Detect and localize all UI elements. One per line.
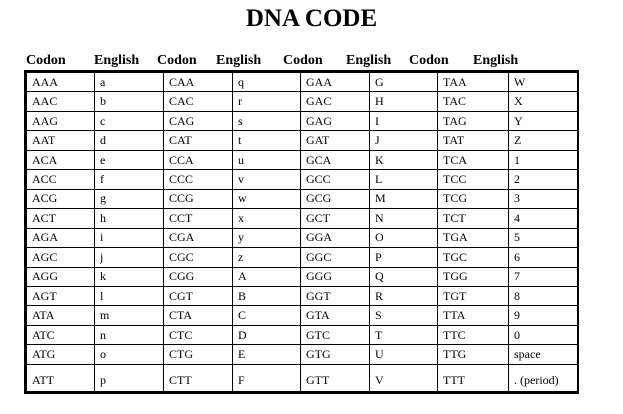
english-cell: Y bbox=[509, 111, 578, 130]
codon-cell: CAG bbox=[164, 111, 233, 130]
english-cell: U bbox=[370, 345, 438, 364]
table-row bbox=[27, 150, 578, 169]
english-cell: j bbox=[95, 248, 164, 267]
english-cell: W bbox=[509, 73, 578, 92]
english-cell: d bbox=[95, 131, 164, 150]
english-cell: N bbox=[370, 209, 438, 228]
codon-cell: ATC bbox=[27, 325, 95, 344]
codon-cell: ATT bbox=[27, 364, 95, 391]
english-cell: M bbox=[370, 189, 438, 208]
codon-cell: GCT bbox=[301, 209, 370, 228]
english-cell: 7 bbox=[509, 267, 578, 286]
codon-cell: TCT bbox=[438, 209, 509, 228]
page-title: DNA CODE bbox=[245, 5, 378, 32]
codon-cell: ACT bbox=[27, 209, 95, 228]
codon-cell: AAC bbox=[27, 92, 95, 111]
header-codon-1: Codon bbox=[26, 53, 66, 68]
table-row bbox=[27, 267, 578, 286]
header-english-2: English bbox=[216, 53, 262, 68]
codon-cell: CAT bbox=[164, 131, 233, 150]
codon-cell: CGG bbox=[164, 267, 233, 286]
english-cell: w bbox=[233, 189, 301, 208]
codon-cell: AGC bbox=[27, 248, 95, 267]
codon-cell: GCA bbox=[301, 150, 370, 169]
codon-cell: TGG bbox=[438, 267, 509, 286]
codon-cell: AGG bbox=[27, 267, 95, 286]
english-cell: v bbox=[233, 170, 301, 189]
table-row bbox=[27, 325, 578, 344]
header-english-4: English bbox=[473, 53, 519, 68]
codon-cell: CTC bbox=[164, 325, 233, 344]
table-row bbox=[27, 364, 578, 391]
english-cell: J bbox=[370, 131, 438, 150]
english-cell: 0 bbox=[509, 325, 578, 344]
english-cell: H bbox=[370, 92, 438, 111]
english-cell: A bbox=[233, 267, 301, 286]
codon-cell: TCC bbox=[438, 170, 509, 189]
english-cell: b bbox=[95, 92, 164, 111]
codon-cell: TGT bbox=[438, 286, 509, 305]
english-cell: B bbox=[233, 286, 301, 305]
english-cell: R bbox=[370, 286, 438, 305]
codon-cell: CCT bbox=[164, 209, 233, 228]
english-cell: h bbox=[95, 209, 164, 228]
codon-cell: CCC bbox=[164, 170, 233, 189]
english-cell: 5 bbox=[509, 228, 578, 247]
codon-cell: GAC bbox=[301, 92, 370, 111]
english-cell: i bbox=[95, 228, 164, 247]
english-cell: C bbox=[233, 306, 301, 325]
english-cell: . (period) bbox=[509, 364, 578, 391]
table-row bbox=[27, 131, 578, 150]
english-cell: y bbox=[233, 228, 301, 247]
codon-cell: TTG bbox=[438, 345, 509, 364]
header-codon-4: Codon bbox=[409, 53, 449, 68]
codon-cell: CTT bbox=[164, 364, 233, 391]
codon-cell: GAT bbox=[301, 131, 370, 150]
english-cell: V bbox=[370, 364, 438, 391]
english-cell: P bbox=[370, 248, 438, 267]
codon-cell: ATG bbox=[27, 345, 95, 364]
english-cell: a bbox=[95, 73, 164, 92]
table-row bbox=[27, 111, 578, 130]
codon-cell: GTT bbox=[301, 364, 370, 391]
english-cell: o bbox=[95, 345, 164, 364]
english-cell: e bbox=[95, 150, 164, 169]
english-cell: O bbox=[370, 228, 438, 247]
english-cell: u bbox=[233, 150, 301, 169]
codon-cell: GCC bbox=[301, 170, 370, 189]
header-codon-3: Codon bbox=[283, 53, 323, 68]
codon-cell: GTA bbox=[301, 306, 370, 325]
header-english-3: English bbox=[346, 53, 392, 68]
english-cell: r bbox=[233, 92, 301, 111]
english-cell: X bbox=[509, 92, 578, 111]
english-cell: g bbox=[95, 189, 164, 208]
codon-cell: GGA bbox=[301, 228, 370, 247]
codon-cell: AAT bbox=[27, 131, 95, 150]
english-cell: G bbox=[370, 73, 438, 92]
table-row bbox=[27, 286, 578, 305]
codon-cell: TTA bbox=[438, 306, 509, 325]
table-row bbox=[27, 189, 578, 208]
english-cell: p bbox=[95, 364, 164, 391]
codon-cell: TGA bbox=[438, 228, 509, 247]
english-cell: K bbox=[370, 150, 438, 169]
codon-cell: AAA bbox=[27, 73, 95, 92]
english-cell: 1 bbox=[509, 150, 578, 169]
table-row bbox=[27, 248, 578, 267]
english-cell: 2 bbox=[509, 170, 578, 189]
english-cell: D bbox=[233, 325, 301, 344]
codon-cell: TCA bbox=[438, 150, 509, 169]
english-cell: x bbox=[233, 209, 301, 228]
codon-cell: ACC bbox=[27, 170, 95, 189]
english-cell: Z bbox=[509, 131, 578, 150]
table-row bbox=[27, 306, 578, 325]
codon-table bbox=[26, 72, 578, 392]
codon-cell: ACA bbox=[27, 150, 95, 169]
codon-cell: GAG bbox=[301, 111, 370, 130]
english-cell: 6 bbox=[509, 248, 578, 267]
codon-cell: TGC bbox=[438, 248, 509, 267]
english-cell: c bbox=[95, 111, 164, 130]
codon-cell: GGC bbox=[301, 248, 370, 267]
codon-cell: GTG bbox=[301, 345, 370, 364]
english-cell: z bbox=[233, 248, 301, 267]
codon-cell: CCG bbox=[164, 189, 233, 208]
codon-cell: CAC bbox=[164, 92, 233, 111]
codon-cell: CAA bbox=[164, 73, 233, 92]
codon-cell: CGT bbox=[164, 286, 233, 305]
codon-cell: TCG bbox=[438, 189, 509, 208]
codon-cell: CTA bbox=[164, 306, 233, 325]
english-cell: s bbox=[233, 111, 301, 130]
english-cell: q bbox=[233, 73, 301, 92]
english-cell: I bbox=[370, 111, 438, 130]
codon-cell: CGC bbox=[164, 248, 233, 267]
table-row bbox=[27, 228, 578, 247]
codon-cell: TAA bbox=[438, 73, 509, 92]
codon-cell: GGT bbox=[301, 286, 370, 305]
table-row bbox=[27, 92, 578, 111]
english-cell: n bbox=[95, 325, 164, 344]
codon-cell: CCA bbox=[164, 150, 233, 169]
codon-cell: TAC bbox=[438, 92, 509, 111]
codon-cell: AGA bbox=[27, 228, 95, 247]
english-cell: k bbox=[95, 267, 164, 286]
codon-cell: TTC bbox=[438, 325, 509, 344]
header-codon-2: Codon bbox=[157, 53, 197, 68]
english-cell: E bbox=[233, 345, 301, 364]
table-row bbox=[27, 170, 578, 189]
codon-cell: AGT bbox=[27, 286, 95, 305]
english-cell: L bbox=[370, 170, 438, 189]
codon-cell: CTG bbox=[164, 345, 233, 364]
table-row bbox=[27, 73, 578, 92]
header-english-1: English bbox=[94, 53, 140, 68]
english-cell: 4 bbox=[509, 209, 578, 228]
codon-cell: GAA bbox=[301, 73, 370, 92]
codon-cell: ATA bbox=[27, 306, 95, 325]
table-row bbox=[27, 345, 578, 364]
english-cell: l bbox=[95, 286, 164, 305]
english-cell: S bbox=[370, 306, 438, 325]
codon-cell: AAG bbox=[27, 111, 95, 130]
english-cell: Q bbox=[370, 267, 438, 286]
codon-cell: TAG bbox=[438, 111, 509, 130]
codon-cell: CGA bbox=[164, 228, 233, 247]
english-cell: space bbox=[509, 345, 578, 364]
english-cell: T bbox=[370, 325, 438, 344]
english-cell: t bbox=[233, 131, 301, 150]
english-cell: m bbox=[95, 306, 164, 325]
english-cell: 8 bbox=[509, 286, 578, 305]
codon-cell: GCG bbox=[301, 189, 370, 208]
codon-cell: GTC bbox=[301, 325, 370, 344]
codon-cell: TTT bbox=[438, 364, 509, 391]
english-cell: 9 bbox=[509, 306, 578, 325]
english-cell: 3 bbox=[509, 189, 578, 208]
english-cell: f bbox=[95, 170, 164, 189]
english-cell: F bbox=[233, 364, 301, 391]
codon-cell: GGG bbox=[301, 267, 370, 286]
codon-cell: TAT bbox=[438, 131, 509, 150]
codon-cell: ACG bbox=[27, 189, 95, 208]
table-body bbox=[27, 73, 578, 392]
table-row bbox=[27, 209, 578, 228]
